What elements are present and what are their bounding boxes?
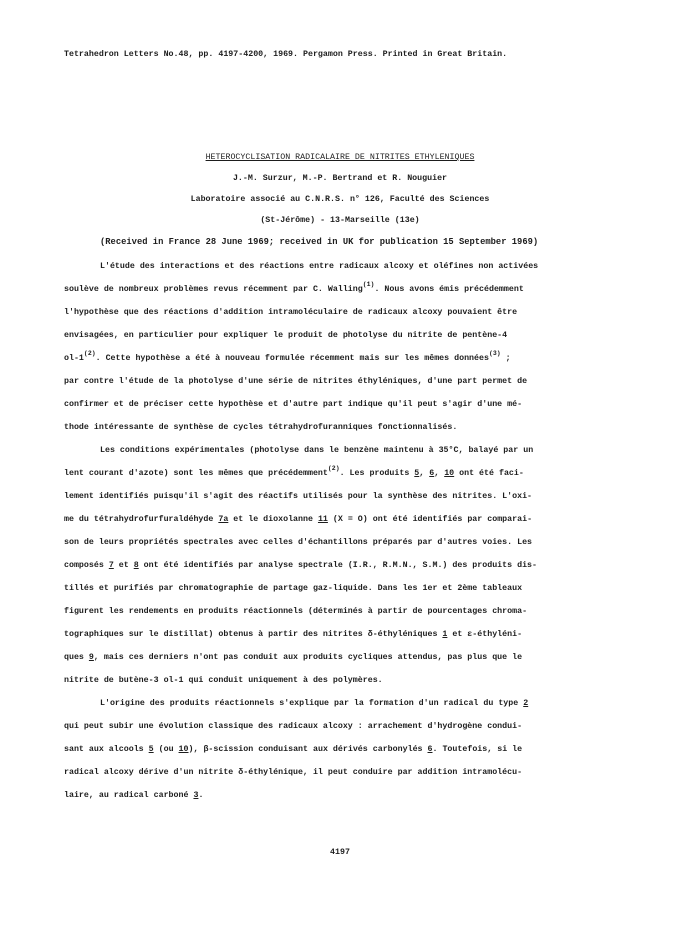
page-number: 4197 [330, 848, 350, 857]
reference-marker: (2) [83, 350, 96, 357]
compound-number: 5 [414, 469, 420, 478]
compound-number: 7a [218, 515, 229, 524]
text-line: Les conditions expérimentales (photolyse dans le benzène maintenu à 35°C, balayé par un [100, 446, 534, 455]
compound-number: 9 [88, 653, 94, 662]
text-line: me du tétrahydrofurfuraldéhyde 7a et le dioxolanne 11 (X = O) ont été identifiés par comparai- [64, 515, 533, 524]
article-title: HETEROCYCLISATION RADICALAIRE DE NITRITES ETHYLENIQUES [205, 153, 475, 162]
compound-number: 1 [442, 630, 448, 639]
text-line: par contre l'étude de la photolyse d'une série de nitrites éthyléniques, d'une part permet de [64, 377, 528, 386]
reference-marker: (1) [362, 281, 375, 288]
text-line: sant aux alcools 5 (ou 10), β-scission conduisant aux dérivés carbonylés 6. Toutefois, si le [64, 745, 523, 754]
received-dates: (Received in France 28 June 1969; received in UK for publication 15 September 1969) [100, 237, 539, 247]
text-line: qui peut subir une évolution classique des radicaux alcoxy : arrachement d'hydrogène condui- [64, 722, 523, 731]
compound-number: 7 [108, 561, 114, 570]
reference-marker: (3) [488, 350, 501, 357]
text-line: l'hypothèse que des réactions d'addition intramoléculaire de radicaux alcoxy pouvaient être [64, 308, 518, 317]
compound-number: 10 [178, 745, 189, 754]
text-line: laire, au radical carboné 3. [64, 791, 204, 800]
text-line: tographiques sur le distillat) obtenus à partir des nitrites δ-éthyléniques 1 et ε-éthyléni- [64, 630, 523, 639]
text-line: figurent les rendements en produits réactionnels (déterminés à partir de pourcentages chroma- [64, 607, 528, 616]
text-line: soulève de nombreux problèmes revus récemment par C. Walling$^{(1)}$. Nous avons émis précédemment [64, 281, 524, 294]
text-line: son de leurs propriétés spectrales avec celles d'échantillons préparés par d'autres voies. Les [64, 538, 533, 547]
compound-number: 3 [193, 791, 199, 800]
compound-number: 6 [429, 469, 435, 478]
affiliation-line-2: (St-Jérôme) - 13-Marseille (13e) [260, 216, 420, 225]
text-line: nitrite de butène-3 ol-1 qui conduit uniquement à des polymères. [64, 676, 383, 685]
text-line: composés 7 et 8 ont été identifiés par analyse spectrale (I.R., R.M.N., S.M.) des produits dis- [64, 561, 538, 570]
text-line: L'origine des produits réactionnels s'explique par la formation d'un radical du type 2 [100, 699, 529, 708]
text-line: lement identifiés puisqu'il s'agit des réactifs utilisés pour la synthèse des nitrites. L'oxi- [64, 492, 533, 501]
text-line: radical alcoxy dérive d'un nitrite δ-éthylénique, il peut conduire par addition intramolécu- [64, 768, 523, 777]
compound-number: 5 [148, 745, 154, 754]
text-line: tillés et purifiés par chromatographie de partage gaz-liquide. Dans les 1er et 2ème tableaux [64, 584, 523, 593]
text-line: thode intéressante de synthèse de cycles tétrahydrofuranniques fonctionnalisés. [64, 423, 458, 432]
journal-citation-header: Tetrahedron Letters No.48, pp. 4197-4200, 1969. Pergamon Press. Printed in Great Britain. [64, 50, 508, 59]
affiliation-line-1: Laboratoire associé au C.N.R.S. n° 126, Faculté des Sciences [190, 195, 490, 204]
compound-number: 2 [523, 699, 529, 708]
compound-number: 10 [444, 469, 455, 478]
text-line: envisagées, en particulier pour expliquer le produit de photolyse du nitrite de pentène-4 [64, 331, 508, 340]
compound-number: 6 [427, 745, 433, 754]
compound-number: 8 [133, 561, 139, 570]
text-line: ol-1$^{(2)}$. Cette hypothèse a été à nouveau formulée récemment mais sur les mêmes données$^{(3)}$ ; [64, 350, 511, 363]
text-line: confirmer et de préciser cette hypothèse et d'autre part indique qu'il peut s'agir d'une mé- [64, 400, 523, 409]
reference-marker: (2) [327, 465, 340, 472]
compound-number: 11 [317, 515, 328, 524]
text-line: ques 9, mais ces derniers n'ont pas conduit aux produits cycliques attendus, pas plus que le [64, 653, 523, 662]
text-line: L'étude des interactions et des réactions entre radicaux alcoxy et oléfines non activées [100, 262, 539, 271]
text-line: lent courant d'azote) sont les mêmes que précédemment$^{(2)}$. Les produits 5, 6, 10 ont été faci- [64, 465, 524, 478]
article-authors: J.-M. Surzur, M.-P. Bertrand et R. Nouguier [232, 174, 448, 183]
